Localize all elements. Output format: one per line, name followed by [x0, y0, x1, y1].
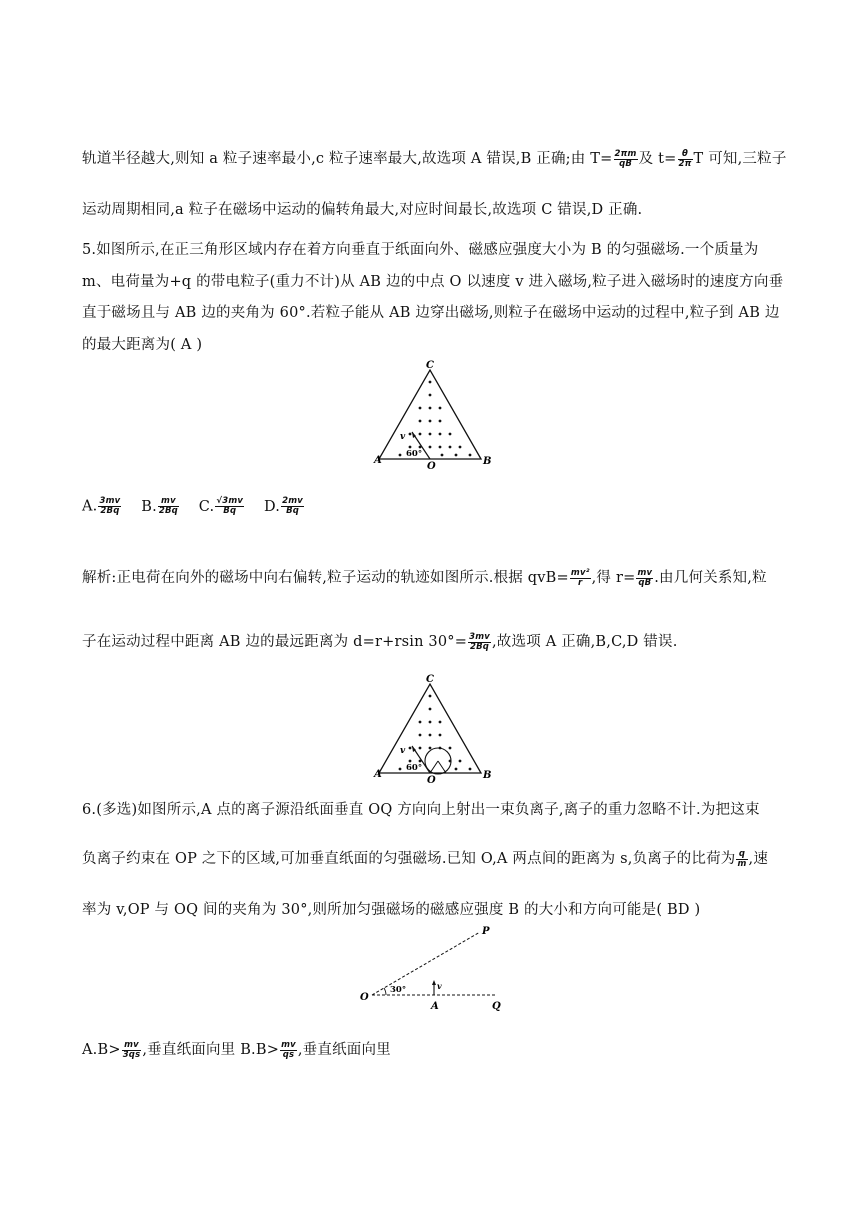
label-a: A: [374, 769, 382, 780]
fraction-denominator: 2Bq: [158, 506, 178, 516]
fraction: [678, 150, 693, 169]
label-a: A: [431, 1001, 439, 1012]
fraction-denominator: qB: [619, 158, 633, 169]
angle-arc: [384, 988, 386, 995]
label-b: B: [483, 770, 492, 781]
label-a: A: [374, 455, 382, 466]
question-6-line-1: 6.(多选)如图所示,A 点的离子源沿纸面垂直 OQ 方向向上射出一束负离子,离子的重力忽略不计.为把这束: [82, 802, 760, 818]
fraction-numerator: mv: [158, 497, 179, 507]
option-b-fraction: [158, 497, 179, 516]
text-run: ,得 r=: [591, 570, 636, 586]
text-run: ,故选项 A 正确,B,C,D 错误.: [492, 634, 678, 650]
fraction-denominator: Bq: [223, 506, 237, 516]
fraction-numerator: q: [736, 850, 747, 860]
fraction-numerator: √3mv: [216, 496, 244, 506]
option-b-label: B.B>: [240, 1042, 280, 1058]
question-6-options: [82, 1038, 391, 1060]
fraction-denominator: 3qs: [122, 1049, 141, 1060]
fraction-numerator: mv: [281, 1039, 296, 1050]
fraction: [570, 569, 591, 588]
text-line: 运动周期相同,a 粒子在磁场中运动的偏转角最大,对应时间最长,故选项 C 错误,D 正确.: [82, 202, 643, 218]
option-b-fraction: [280, 1041, 297, 1060]
text-run: 解析:正电荷在向外的磁场中向右偏转,粒子运动的轨迹如图所示.根据 qvB=: [82, 570, 569, 586]
question-5-line-4: 的最大距离为( A ): [82, 337, 203, 353]
fraction-denominator: m: [737, 858, 747, 869]
label-p: P: [482, 926, 490, 937]
angle-label: 30°: [390, 985, 407, 995]
fraction-denominator: qs: [282, 1049, 295, 1060]
question-6-line-3: 率为 v,OP 与 OQ 间的夹角为 30°,则所加匀强磁场的磁感应强度 B 的大小和方向可能是( BD ): [82, 902, 701, 918]
question-5-line-3: 直于磁场且与 AB 边的夹角为 60°.若粒子能从 AB 边穿出磁场,则粒子在磁场中运动的过程中,粒子到 AB 边: [82, 305, 780, 321]
option-d-label: D.: [263, 498, 281, 515]
fraction-denominator: 2Bq: [100, 506, 120, 516]
question-5-line-2: m、电荷量为+q 的带电粒子(重力不计)从 AB 边的中点 O 以速度 v 进入磁场,粒子进入磁场时的速度方向垂: [82, 274, 784, 290]
triangle-field-figure: [366, 358, 496, 470]
label-c: C: [426, 674, 434, 685]
option-a-fraction: [122, 1041, 142, 1060]
option-c-label: C.: [198, 498, 215, 515]
text-run: T 可知,三粒子: [693, 151, 787, 167]
option-a-label: A.: [82, 498, 98, 515]
fraction-numerator: 3mv: [469, 631, 490, 642]
text-run: ,速: [748, 851, 769, 867]
label-v: v: [400, 746, 406, 756]
text-line: [82, 147, 787, 169]
option-a-text: ,垂直纸面向里: [142, 1042, 241, 1058]
angle-figure: [356, 922, 516, 1014]
label-o: O: [427, 775, 436, 784]
fraction-numerator: 2mv: [282, 496, 304, 506]
angle-label: 60°: [406, 449, 423, 459]
label-b: B: [483, 456, 492, 467]
fraction-denominator: 2Bq: [470, 641, 490, 652]
option-a-fraction: [98, 497, 121, 516]
fraction: [468, 633, 491, 652]
text-run: 轨道半径越大,则知 a 粒子速率最小,c 粒子速率最大,故选项 A 错误,B 正确;由 T=: [82, 151, 613, 167]
fraction-denominator: Bq: [286, 506, 300, 516]
label-q: Q: [492, 1001, 501, 1012]
option-b-label: B.: [141, 498, 157, 515]
fraction-numerator: 2πm: [614, 148, 637, 159]
fraction-numerator: mv: [122, 1041, 142, 1051]
label-v: v: [400, 432, 406, 442]
fraction: [614, 150, 638, 169]
text-run: 负离子约束在 OP 之下的区域,可加垂直纸面的匀强磁场.已知 O,A 两点间的距离为 s,负离子的比荷为: [82, 851, 736, 867]
label-v: v: [437, 981, 442, 991]
fraction-numerator: θ: [678, 150, 693, 160]
solution-line-1: [82, 566, 767, 588]
label-o: O: [360, 992, 369, 1003]
fraction-denominator: qB: [638, 577, 652, 588]
fraction-denominator: 2π: [678, 158, 692, 169]
text-run: 及 t=: [638, 151, 677, 167]
arrow-head-icon: [432, 980, 436, 985]
fraction-numerator: 3mv: [99, 496, 121, 506]
label-o: O: [427, 461, 436, 470]
field-dots: [399, 381, 472, 457]
text-run: .由几何关系知,粒: [654, 570, 767, 586]
fraction-denominator: r: [578, 577, 583, 588]
fraction: [636, 569, 653, 588]
option-d-fraction: [281, 497, 304, 516]
question-5-options: [82, 497, 305, 516]
op-line: [372, 932, 480, 995]
fraction-numerator: mv: [637, 567, 653, 578]
text-run: 子在运动过程中距离 AB 边的最远距离为 d=r+rsin 30°=: [82, 634, 468, 650]
fraction: [736, 850, 747, 869]
fraction-numerator: mv²: [570, 567, 590, 578]
option-a-label: A.B>: [82, 1042, 121, 1058]
radius-line: [438, 761, 446, 773]
triangle-trajectory-figure: [366, 672, 496, 784]
angle-label: 60°: [406, 763, 423, 773]
radius-line: [430, 761, 438, 773]
question-5-line-1: 5.如图所示,在正三角形区域内存在着方向垂直于纸面向外、磁感应强度大小为 B 的匀强磁场.一个质量为: [82, 242, 759, 258]
field-dots: [399, 695, 472, 771]
option-b-text: ,垂直纸面向里: [297, 1042, 391, 1058]
question-6-line-2: [82, 847, 768, 869]
option-c-fraction: [215, 497, 244, 516]
label-c: C: [426, 360, 434, 371]
solution-line-2: [82, 630, 678, 652]
